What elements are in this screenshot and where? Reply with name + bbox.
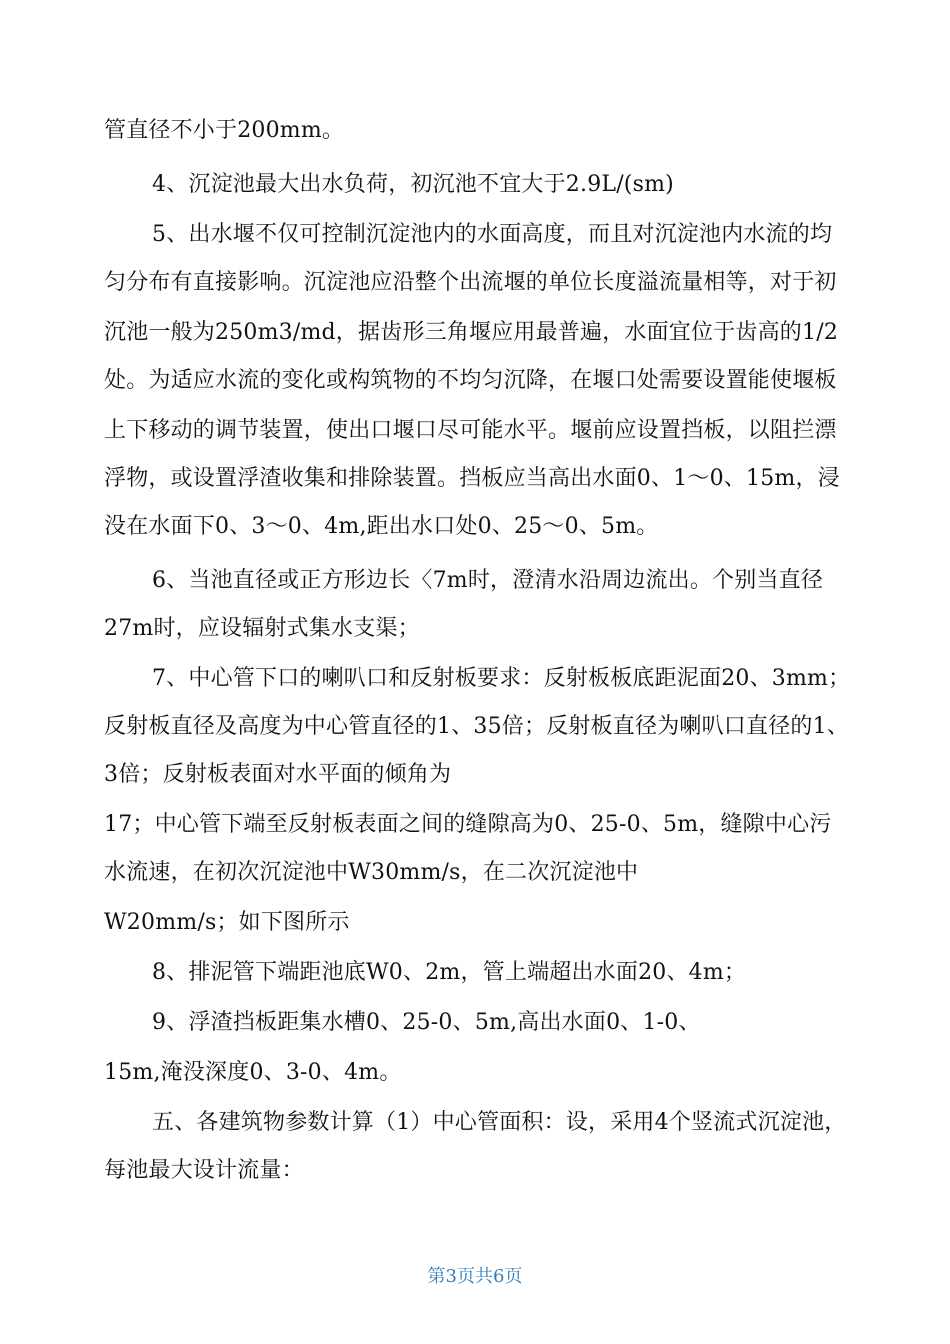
text-line: 管直径不小于200mm。 (104, 118, 345, 143)
text-line: 上下移动的调节装置，使出口堰口尽可能水平。堰前应设置挡板，以阻拦漂 (104, 418, 837, 443)
text-line: 浮物，或设置浮渣收集和排除装置。挡板应当高出水面0、1〜0、15m，浸 (104, 466, 840, 491)
text-line: 匀分布有直接影响。沉淀池应沿整个出流堰的单位长度溢流量相等，对于初 (104, 270, 837, 295)
text-line: 沉池一般为250m3/md，据齿形三角堰应用最普遍，水面宜位于齿高的1/2 (104, 320, 839, 345)
text-line: 每池最大设计流量： (104, 1158, 304, 1183)
text-line: 水流速，在初次沉淀池中W30mm/s，在二次沉淀池中 (104, 860, 639, 885)
text-line: 6、当池直径或正方形边长〈7m时，澄清水沿周边流出。个别当直径 (152, 568, 824, 593)
text-line: 15m,淹没深度0、3-0、4m。 (104, 1060, 402, 1085)
text-line: 4、沉淀池最大出水负荷，初沉池不宜大于2.9L/(sm) (152, 172, 674, 197)
text-line: 5、出水堰不仅可控制沉淀池内的水面高度，而且对沉淀池内水流的均 (152, 222, 833, 247)
text-line: 27m时，应设辐射式集水支渠； (104, 616, 420, 641)
text-line: 反射板直径及高度为中心管直径的1、35倍；反射板直径为喇叭口直径的1、 (104, 714, 849, 739)
text-line: 没在水面下0、3〜0、4m,距出水口处0、25〜0、5m。 (104, 514, 659, 539)
text-line: 7、中心管下口的喇叭口和反射板要求：反射板板底距泥面20、3mm； (152, 666, 851, 691)
text-line: 8、排泥管下端距池底W0、2m，管上端超出水面20、4m； (152, 960, 747, 985)
text-line: W20mm/s；如下图所示 (104, 910, 350, 935)
page-number-footer: 第3页共6页 (427, 1266, 523, 1287)
text-line: 17；中心管下端至反射板表面之间的缝隙高为0、25-0、5m，缝隙中心污 (104, 812, 832, 837)
text-line: 3倍；反射板表面对水平面的倾角为 (104, 762, 452, 787)
text-line: 五、各建筑物参数计算（1）中心管面积：设，采用4个竖流式沉淀池， (152, 1110, 847, 1135)
text-line: 9、浮渣挡板距集水槽0、25-0、5m,高出水面0、1-0、 (152, 1010, 701, 1035)
text-line: 处。为适应水流的变化或构筑物的不均匀沉降，在堰口处需要设置能使堰板 (104, 368, 837, 393)
